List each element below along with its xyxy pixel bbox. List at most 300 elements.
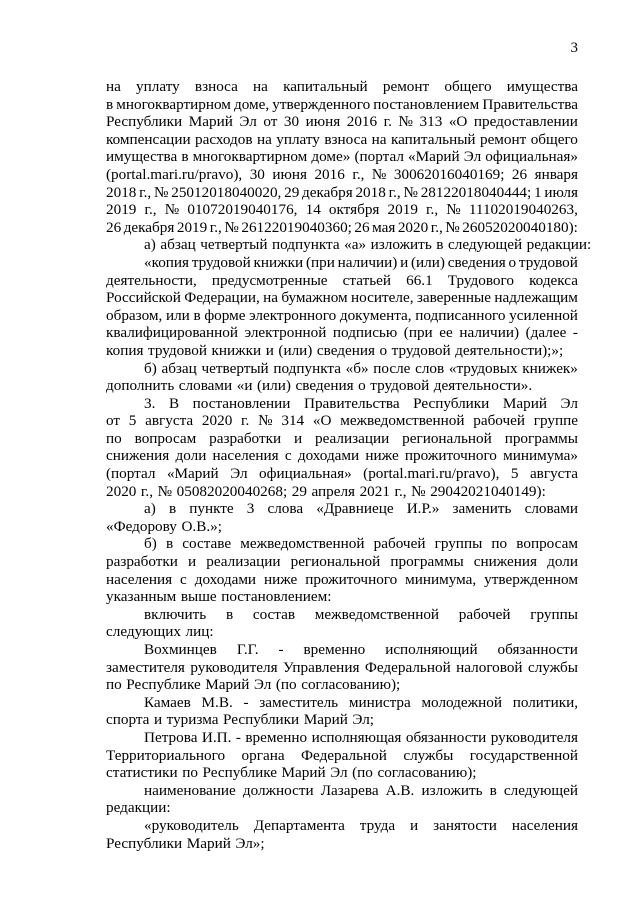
text-line bbox=[106, 113, 578, 131]
word: программы bbox=[390, 553, 464, 571]
word: туризма bbox=[166, 711, 219, 729]
word: исполняющая bbox=[311, 728, 402, 746]
word: г., bbox=[140, 482, 154, 500]
word: по bbox=[491, 535, 508, 553]
word: Республики bbox=[106, 834, 183, 852]
word: выше bbox=[180, 588, 217, 606]
word: г., bbox=[426, 201, 439, 219]
word: с bbox=[284, 447, 292, 465]
word: И.П. bbox=[201, 728, 232, 746]
text-line bbox=[106, 272, 578, 290]
word: Г.Г. bbox=[236, 641, 259, 658]
word: надлежащим bbox=[494, 289, 578, 307]
word: разработки bbox=[106, 553, 178, 571]
word: словами bbox=[178, 377, 233, 395]
word: 01072019040176, bbox=[187, 201, 298, 219]
word: Республике bbox=[126, 676, 201, 694]
word: мая bbox=[372, 218, 396, 236]
word: г., bbox=[209, 218, 222, 236]
word: исполняющий bbox=[385, 641, 478, 658]
text-line bbox=[106, 588, 578, 606]
word: налоговой bbox=[456, 658, 523, 676]
word: изложить bbox=[421, 781, 483, 799]
word: 2020 bbox=[397, 218, 429, 236]
word: Департамента bbox=[253, 816, 345, 834]
word: декабря bbox=[123, 218, 175, 236]
word: Федеральной bbox=[301, 746, 387, 764]
word: Трудового bbox=[447, 271, 514, 289]
word: образом, bbox=[106, 306, 163, 324]
word: и bbox=[153, 711, 163, 729]
word: в bbox=[165, 535, 174, 553]
text-line bbox=[106, 535, 578, 553]
word: заместителя bbox=[106, 658, 185, 676]
word: Марий bbox=[186, 834, 231, 852]
word: 2019 bbox=[387, 201, 418, 219]
word: в bbox=[436, 236, 444, 254]
word: 2021 bbox=[359, 482, 390, 500]
word: Камаев bbox=[144, 693, 191, 711]
word: Правительства bbox=[303, 394, 400, 412]
word: постановлением bbox=[373, 95, 480, 113]
word: группы bbox=[434, 535, 483, 553]
text-line bbox=[106, 78, 578, 96]
word: 28122018040444; bbox=[420, 183, 532, 201]
text-line bbox=[106, 412, 578, 430]
word: многоквартирном bbox=[116, 95, 231, 113]
word: предоставлении bbox=[473, 113, 578, 131]
word: ниже bbox=[264, 570, 298, 588]
word: следующей bbox=[448, 236, 523, 254]
word: согласованию); bbox=[377, 764, 477, 782]
text-line bbox=[106, 747, 578, 765]
word: 29 bbox=[291, 482, 307, 500]
word: № bbox=[157, 482, 173, 500]
word: на bbox=[256, 130, 272, 148]
word: обязанности bbox=[405, 728, 487, 746]
word: г., bbox=[139, 183, 152, 201]
word: июня bbox=[272, 165, 307, 183]
word: «руководитель bbox=[144, 816, 239, 834]
text-line bbox=[106, 694, 578, 712]
word: № bbox=[446, 201, 461, 219]
word: рабочей bbox=[373, 535, 426, 553]
word: имущества bbox=[506, 78, 578, 95]
word: на bbox=[371, 130, 387, 148]
word: июля bbox=[544, 183, 578, 201]
word: абзац bbox=[160, 236, 196, 254]
word: сведения bbox=[316, 341, 375, 359]
word: июня bbox=[305, 113, 341, 131]
word: «Дравниеце bbox=[316, 500, 394, 518]
word: г. bbox=[383, 113, 392, 131]
word: министра bbox=[348, 693, 411, 711]
word: группе bbox=[533, 412, 578, 430]
word: 314 bbox=[281, 412, 305, 430]
word: по bbox=[106, 676, 122, 694]
word: и bbox=[188, 553, 197, 571]
word: по bbox=[182, 764, 198, 782]
word: 26 bbox=[106, 218, 122, 236]
word: на bbox=[263, 289, 278, 307]
word: реализации bbox=[315, 429, 390, 447]
word: следующей bbox=[503, 781, 578, 799]
word: (или) bbox=[257, 377, 291, 395]
word: предусмотренные bbox=[211, 271, 328, 289]
word: вопросам bbox=[516, 535, 578, 553]
word: б) bbox=[144, 535, 157, 553]
word: г., bbox=[388, 183, 401, 201]
word: взноса bbox=[324, 130, 368, 148]
word: Федерации, bbox=[184, 289, 260, 307]
word: «копия bbox=[144, 253, 190, 271]
word: разработки bbox=[209, 429, 282, 447]
word: и bbox=[410, 816, 419, 834]
word: г., bbox=[430, 218, 443, 236]
word: Эл bbox=[463, 148, 482, 166]
word: Республики bbox=[223, 711, 300, 729]
word: декабря bbox=[302, 183, 353, 201]
word: 2019 bbox=[106, 201, 137, 219]
text-line bbox=[106, 254, 578, 272]
word: доме» bbox=[311, 148, 351, 166]
word: ремонт bbox=[479, 130, 527, 148]
word: - bbox=[572, 324, 578, 342]
word: трудовой bbox=[518, 253, 578, 271]
word: «б» bbox=[345, 359, 369, 377]
word: Марий bbox=[188, 113, 233, 131]
word: 2020 bbox=[106, 482, 137, 500]
word: о bbox=[508, 253, 517, 271]
word: дополнить bbox=[106, 377, 175, 395]
word: Республике bbox=[202, 764, 277, 782]
word: 26 bbox=[511, 165, 528, 183]
word: населения bbox=[511, 816, 578, 834]
word: г., bbox=[394, 482, 407, 500]
word: постановлением: bbox=[221, 588, 332, 606]
word: утвержденном bbox=[484, 570, 578, 588]
word: после bbox=[373, 359, 411, 377]
word: 5 bbox=[510, 465, 519, 483]
word: 26122019040360; bbox=[241, 218, 352, 236]
word: пункте bbox=[189, 500, 234, 518]
word: общего bbox=[530, 130, 578, 148]
word: (далее bbox=[525, 324, 567, 342]
word: доходами bbox=[194, 570, 257, 588]
word: и bbox=[293, 429, 303, 447]
word: ремонт bbox=[382, 78, 430, 95]
word: в bbox=[489, 781, 497, 799]
word: спорта bbox=[106, 711, 150, 729]
word: 14 bbox=[305, 201, 321, 219]
word: заменить bbox=[452, 500, 512, 518]
word: 2018 bbox=[355, 183, 386, 201]
word: документа, bbox=[339, 306, 412, 324]
word: электронной bbox=[244, 324, 327, 342]
word: копия bbox=[106, 341, 144, 359]
word: Марий bbox=[502, 394, 547, 412]
word: 3. bbox=[144, 394, 156, 412]
word: многоквартирном bbox=[192, 148, 308, 166]
word: «трудовых bbox=[448, 359, 518, 377]
word: капитальный bbox=[390, 130, 476, 148]
text-line bbox=[106, 623, 578, 641]
word: уплату bbox=[276, 130, 320, 148]
word: снижения bbox=[473, 553, 538, 571]
word: Республики bbox=[413, 394, 490, 412]
word: региональной bbox=[402, 429, 492, 447]
word: 05082020040268; bbox=[176, 482, 288, 500]
word: или bbox=[165, 306, 190, 324]
word: населения bbox=[106, 570, 173, 588]
word: кодекса bbox=[529, 271, 578, 289]
word: рабочей bbox=[473, 412, 526, 430]
word: наличии) bbox=[337, 253, 398, 271]
word: минимума, bbox=[405, 570, 477, 588]
text-line bbox=[106, 184, 578, 202]
word: 2018 bbox=[106, 183, 137, 201]
word: руководителя bbox=[190, 658, 278, 676]
word: 11102019040263, bbox=[468, 201, 578, 219]
word: имущества bbox=[106, 148, 178, 166]
word: составе bbox=[182, 535, 232, 553]
word: Эл bbox=[330, 764, 348, 782]
word: (или) bbox=[278, 341, 313, 359]
word: службы bbox=[528, 658, 578, 676]
text-line bbox=[106, 131, 578, 149]
word: от bbox=[263, 113, 278, 131]
word: книжки bbox=[211, 341, 262, 359]
word: № bbox=[164, 201, 180, 219]
word: в bbox=[225, 605, 234, 623]
word: абзац bbox=[161, 359, 197, 377]
word: 1 bbox=[533, 183, 542, 201]
word: апреля bbox=[311, 482, 356, 500]
text-line bbox=[106, 553, 578, 571]
word: прожиточного bbox=[305, 570, 398, 588]
word: межведомственной bbox=[240, 535, 365, 553]
word: (портал bbox=[354, 148, 404, 166]
word: деятельности». bbox=[433, 377, 533, 395]
word: 3 bbox=[246, 500, 255, 518]
text-line bbox=[106, 395, 578, 413]
word: 30 bbox=[249, 165, 265, 183]
text-line bbox=[106, 201, 578, 219]
word: компенсации bbox=[106, 130, 191, 148]
word: деятельности, bbox=[106, 271, 197, 289]
word: (при bbox=[403, 324, 433, 342]
page-number: 3 bbox=[570, 40, 578, 56]
word: редакции: bbox=[526, 236, 592, 254]
word: статьей bbox=[342, 271, 391, 289]
word: региональной bbox=[290, 553, 381, 571]
word: И.Р.» bbox=[406, 500, 440, 518]
word: носителе, bbox=[351, 289, 414, 307]
word: Управления bbox=[283, 658, 360, 676]
word: расходов bbox=[194, 130, 253, 148]
word: «а» bbox=[344, 236, 367, 254]
word: 30 bbox=[283, 113, 300, 131]
word: «Марий bbox=[408, 148, 460, 166]
word: 25012018040020, bbox=[171, 183, 282, 201]
word: статистики bbox=[106, 764, 178, 782]
text-line bbox=[106, 571, 578, 589]
text-line bbox=[106, 289, 578, 307]
word: слов bbox=[415, 359, 445, 377]
word: Марий bbox=[281, 764, 326, 782]
text-line bbox=[106, 659, 578, 677]
text-line bbox=[106, 483, 578, 501]
word: трудовой bbox=[370, 377, 430, 395]
word: августа bbox=[529, 465, 578, 483]
word: ниже bbox=[365, 447, 399, 465]
word: четвертый bbox=[201, 359, 269, 377]
word: временно bbox=[245, 728, 308, 746]
word: доли bbox=[547, 553, 578, 571]
word: в bbox=[106, 95, 114, 113]
word: лиц: bbox=[185, 623, 214, 641]
word: согласованию); bbox=[301, 676, 401, 694]
word: государственной bbox=[469, 746, 578, 764]
word: на bbox=[253, 78, 268, 95]
word: рабочей bbox=[458, 605, 511, 623]
text-line bbox=[106, 148, 578, 166]
text-line bbox=[106, 166, 578, 184]
word: 26 bbox=[354, 218, 370, 236]
word: 29042021040149): bbox=[430, 482, 546, 500]
word: (portal.mari.ru/pravo), bbox=[106, 165, 243, 183]
word: молодежной bbox=[421, 693, 502, 711]
word: и bbox=[265, 341, 274, 359]
word: официальная» bbox=[259, 465, 352, 483]
word: в bbox=[168, 500, 177, 518]
word: августа bbox=[145, 412, 194, 430]
text-line bbox=[106, 307, 578, 325]
word: подпункта bbox=[272, 236, 340, 254]
text-line bbox=[106, 835, 578, 853]
word: межведомственной bbox=[340, 412, 465, 430]
word: доли bbox=[175, 447, 207, 465]
document-body bbox=[106, 78, 592, 852]
word: с bbox=[180, 570, 187, 588]
word: Эл»; bbox=[235, 834, 265, 852]
word: по bbox=[106, 429, 122, 447]
word: (по bbox=[275, 676, 297, 694]
word: электронного bbox=[249, 306, 337, 324]
text-line bbox=[106, 711, 578, 729]
word: утвержденного bbox=[272, 95, 371, 113]
word: редакции: bbox=[106, 799, 171, 817]
text-line bbox=[106, 782, 578, 800]
text-line bbox=[106, 606, 578, 624]
word: подпункта bbox=[273, 359, 341, 377]
word: «Федорову bbox=[106, 517, 177, 535]
word: сведения bbox=[295, 377, 354, 395]
text-line bbox=[106, 729, 578, 747]
word: доме, bbox=[234, 95, 270, 113]
word: минимума» bbox=[503, 447, 578, 465]
word: в bbox=[193, 306, 201, 324]
word: заместитель bbox=[259, 693, 339, 711]
word: наименование bbox=[144, 781, 236, 799]
word: о bbox=[358, 377, 366, 395]
word: М.В. bbox=[201, 693, 233, 711]
word: 66.1 bbox=[406, 271, 433, 289]
word: О.В.»; bbox=[181, 517, 222, 535]
word: Республики bbox=[106, 113, 183, 131]
word: наличии) bbox=[459, 324, 520, 342]
word: Марий bbox=[303, 711, 348, 729]
word: в bbox=[181, 148, 189, 166]
word: населения bbox=[212, 447, 279, 465]
text-line bbox=[106, 342, 578, 360]
word: 2016 bbox=[314, 165, 345, 183]
word: № bbox=[258, 412, 273, 430]
word: Эл bbox=[230, 465, 248, 483]
text-line bbox=[106, 518, 578, 536]
word: трудовой bbox=[191, 253, 251, 271]
word: № bbox=[371, 165, 387, 183]
word: а) bbox=[144, 500, 156, 518]
text-line bbox=[106, 324, 578, 342]
word: реализации bbox=[206, 553, 281, 571]
word: 5 bbox=[128, 412, 137, 430]
word: № bbox=[224, 218, 239, 236]
word: и bbox=[400, 253, 409, 271]
word: января bbox=[534, 165, 578, 183]
word: должности bbox=[242, 781, 314, 799]
word: о bbox=[379, 341, 388, 359]
text-line bbox=[106, 500, 578, 518]
word: состав bbox=[252, 605, 296, 623]
word: временно bbox=[303, 641, 366, 658]
word: А.В. bbox=[385, 781, 415, 799]
word: № bbox=[398, 113, 413, 131]
text-line bbox=[106, 96, 578, 114]
text-line bbox=[106, 430, 578, 448]
text-line bbox=[106, 817, 578, 835]
word: усиленной bbox=[509, 306, 578, 324]
word: 2016 bbox=[346, 113, 378, 131]
text-line bbox=[106, 447, 578, 465]
word: В bbox=[168, 394, 180, 412]
text-line bbox=[106, 676, 578, 694]
word: 30062016040169; bbox=[393, 165, 505, 183]
word: - bbox=[278, 641, 284, 658]
word: г., bbox=[144, 201, 157, 219]
word: на bbox=[106, 78, 121, 95]
word: (portal.mari.ru/pravo), bbox=[363, 465, 500, 483]
word: Эл bbox=[560, 394, 578, 412]
word: Петрова bbox=[144, 728, 198, 746]
word: «и bbox=[236, 377, 253, 395]
word: (или) bbox=[410, 253, 445, 271]
word: «Марий bbox=[166, 465, 219, 483]
word: (при bbox=[305, 253, 335, 271]
word: (портал bbox=[106, 465, 156, 483]
word: следующих bbox=[106, 623, 181, 641]
text-line bbox=[106, 377, 578, 395]
word: № bbox=[153, 183, 169, 201]
word: подписанного bbox=[415, 306, 506, 324]
word: от bbox=[106, 412, 121, 430]
word: занятости bbox=[433, 816, 497, 834]
word: обязанности bbox=[497, 641, 578, 658]
word: доходами bbox=[297, 447, 360, 465]
word: Вохминцев bbox=[144, 641, 217, 658]
word: подписью bbox=[332, 324, 398, 342]
word: взноса bbox=[194, 78, 238, 95]
